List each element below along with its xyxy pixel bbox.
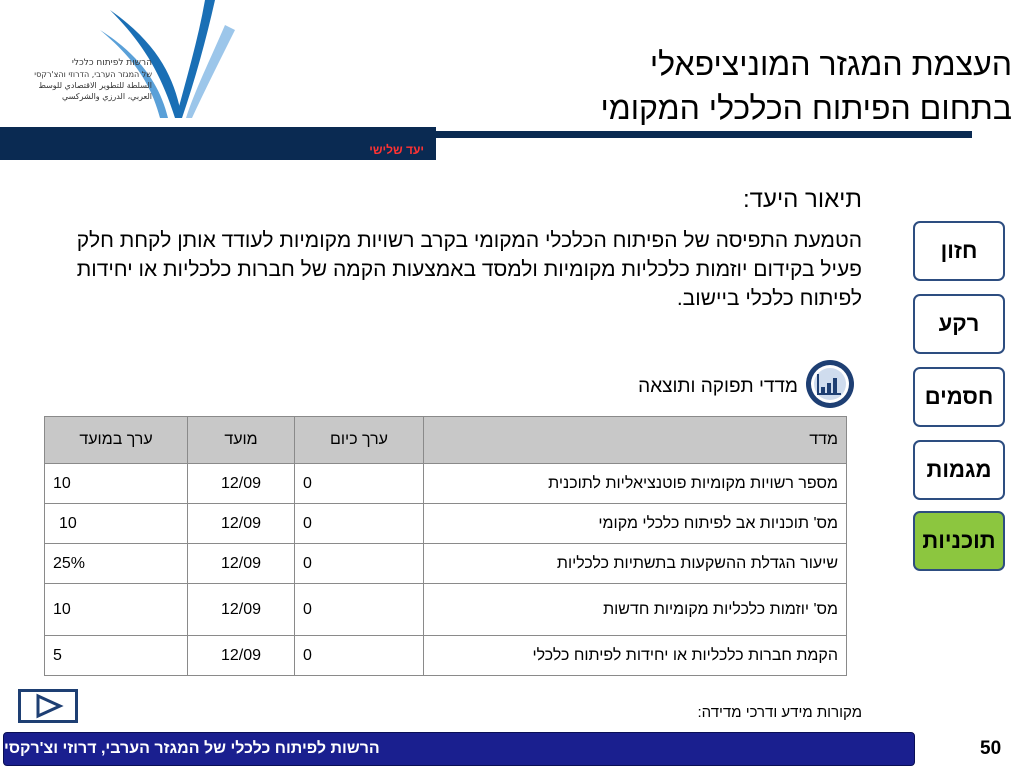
table-row — [45, 504, 847, 544]
cell-metric: מס' תוכניות אב לפיתוח כלכלי מקומי — [424, 504, 847, 544]
nav-button-background[interactable]: רקע — [913, 294, 1005, 354]
table-header-row — [45, 417, 847, 464]
logo-line: של המגזר הערבי, הדרוזי והצ'רקסי — [34, 70, 152, 79]
cell-metric: שיעור הגדלת ההשקעות בתשתיות כלכליות — [424, 544, 847, 584]
cell-metric: מס' יוזמות כלכליות מקומיות חדשות — [424, 584, 847, 636]
cell-metric: מספר רשויות מקומיות פוטנציאליות לתוכנית — [424, 464, 847, 504]
sources-label: מקורות מידע ודרכי מדידה: — [697, 704, 862, 721]
nav-button-programs[interactable]: תוכניות — [913, 511, 1005, 571]
cell-current: 0 — [295, 544, 424, 584]
title-line-2: בתחום הפיתוח הכלכלי המקומי — [600, 90, 1012, 126]
col-header-metric: מדד — [424, 417, 847, 464]
cell-date: 12/09 — [188, 544, 295, 584]
chart-gauge-icon — [805, 357, 855, 411]
header-rule — [436, 131, 972, 138]
cell-date: 12/09 — [188, 584, 295, 636]
metrics-table — [44, 416, 847, 676]
col-header-current: ערך כיום — [295, 417, 424, 464]
play-button[interactable] — [18, 689, 78, 723]
cell-date: 12/09 — [188, 464, 295, 504]
logo-line: العربي، الدرزي والشركسي — [61, 92, 152, 101]
nav-button-trends[interactable]: מגמות — [913, 440, 1005, 500]
goal-number-label: יעד שלישי — [369, 143, 424, 157]
cell-target: 10 — [45, 584, 188, 636]
cell-date: 12/09 — [188, 636, 295, 676]
cell-date: 12/09 — [188, 504, 295, 544]
page-number: 50 — [980, 738, 1002, 759]
table-row — [45, 464, 847, 504]
logo-line: הרשות לפיתוח כלכלי — [71, 58, 152, 68]
col-header-date: מועד — [188, 417, 295, 464]
logo-text — [12, 58, 152, 102]
nav-button-vision[interactable]: חזון — [913, 221, 1005, 281]
table-row — [45, 636, 847, 676]
page-title — [600, 42, 1012, 130]
cell-current: 0 — [295, 504, 424, 544]
footer-bar — [3, 732, 915, 766]
goal-description: הטמעת התפיסה של הפיתוח הכלכלי המקומי בקרב רשויות מקומיות לעודד אותן לקחת חלק פעיל בקידום יוזמות כלכליות מקומיות ולמסד באמצעות הקמה של חברות כלכליות או יחידות לפיתוח כלכלי ביישוב. — [76, 229, 862, 310]
cell-current: 0 — [295, 584, 424, 636]
logo-line: السلطة للتطوير الاقتصادي للوسط — [38, 81, 152, 90]
metrics-section-title: מדדי תפוקה ותוצאה — [638, 376, 798, 397]
nav-button-barriers[interactable]: חסמים — [913, 367, 1005, 427]
col-header-target: ערך במועד — [45, 417, 188, 464]
table-row — [45, 544, 847, 584]
cell-target: 10 — [45, 504, 188, 544]
cell-target: 5 — [45, 636, 188, 676]
cell-target: 10 — [45, 464, 188, 504]
table-row — [45, 584, 847, 636]
cell-current: 0 — [295, 464, 424, 504]
cell-target: 25% — [45, 544, 188, 584]
title-line-1: העצמת המגזר המוניציפאלי — [649, 46, 1012, 82]
cell-current: 0 — [295, 636, 424, 676]
goal-heading: תיאור היעד: — [743, 186, 862, 213]
footer-text: הרשות לפיתוח כלכלי של המגזר הערבי, דרוזי וצ'רקסי — [4, 740, 380, 757]
cell-metric: הקמת חברות כלכליות או יחידות לפיתוח כלכלי — [424, 636, 847, 676]
